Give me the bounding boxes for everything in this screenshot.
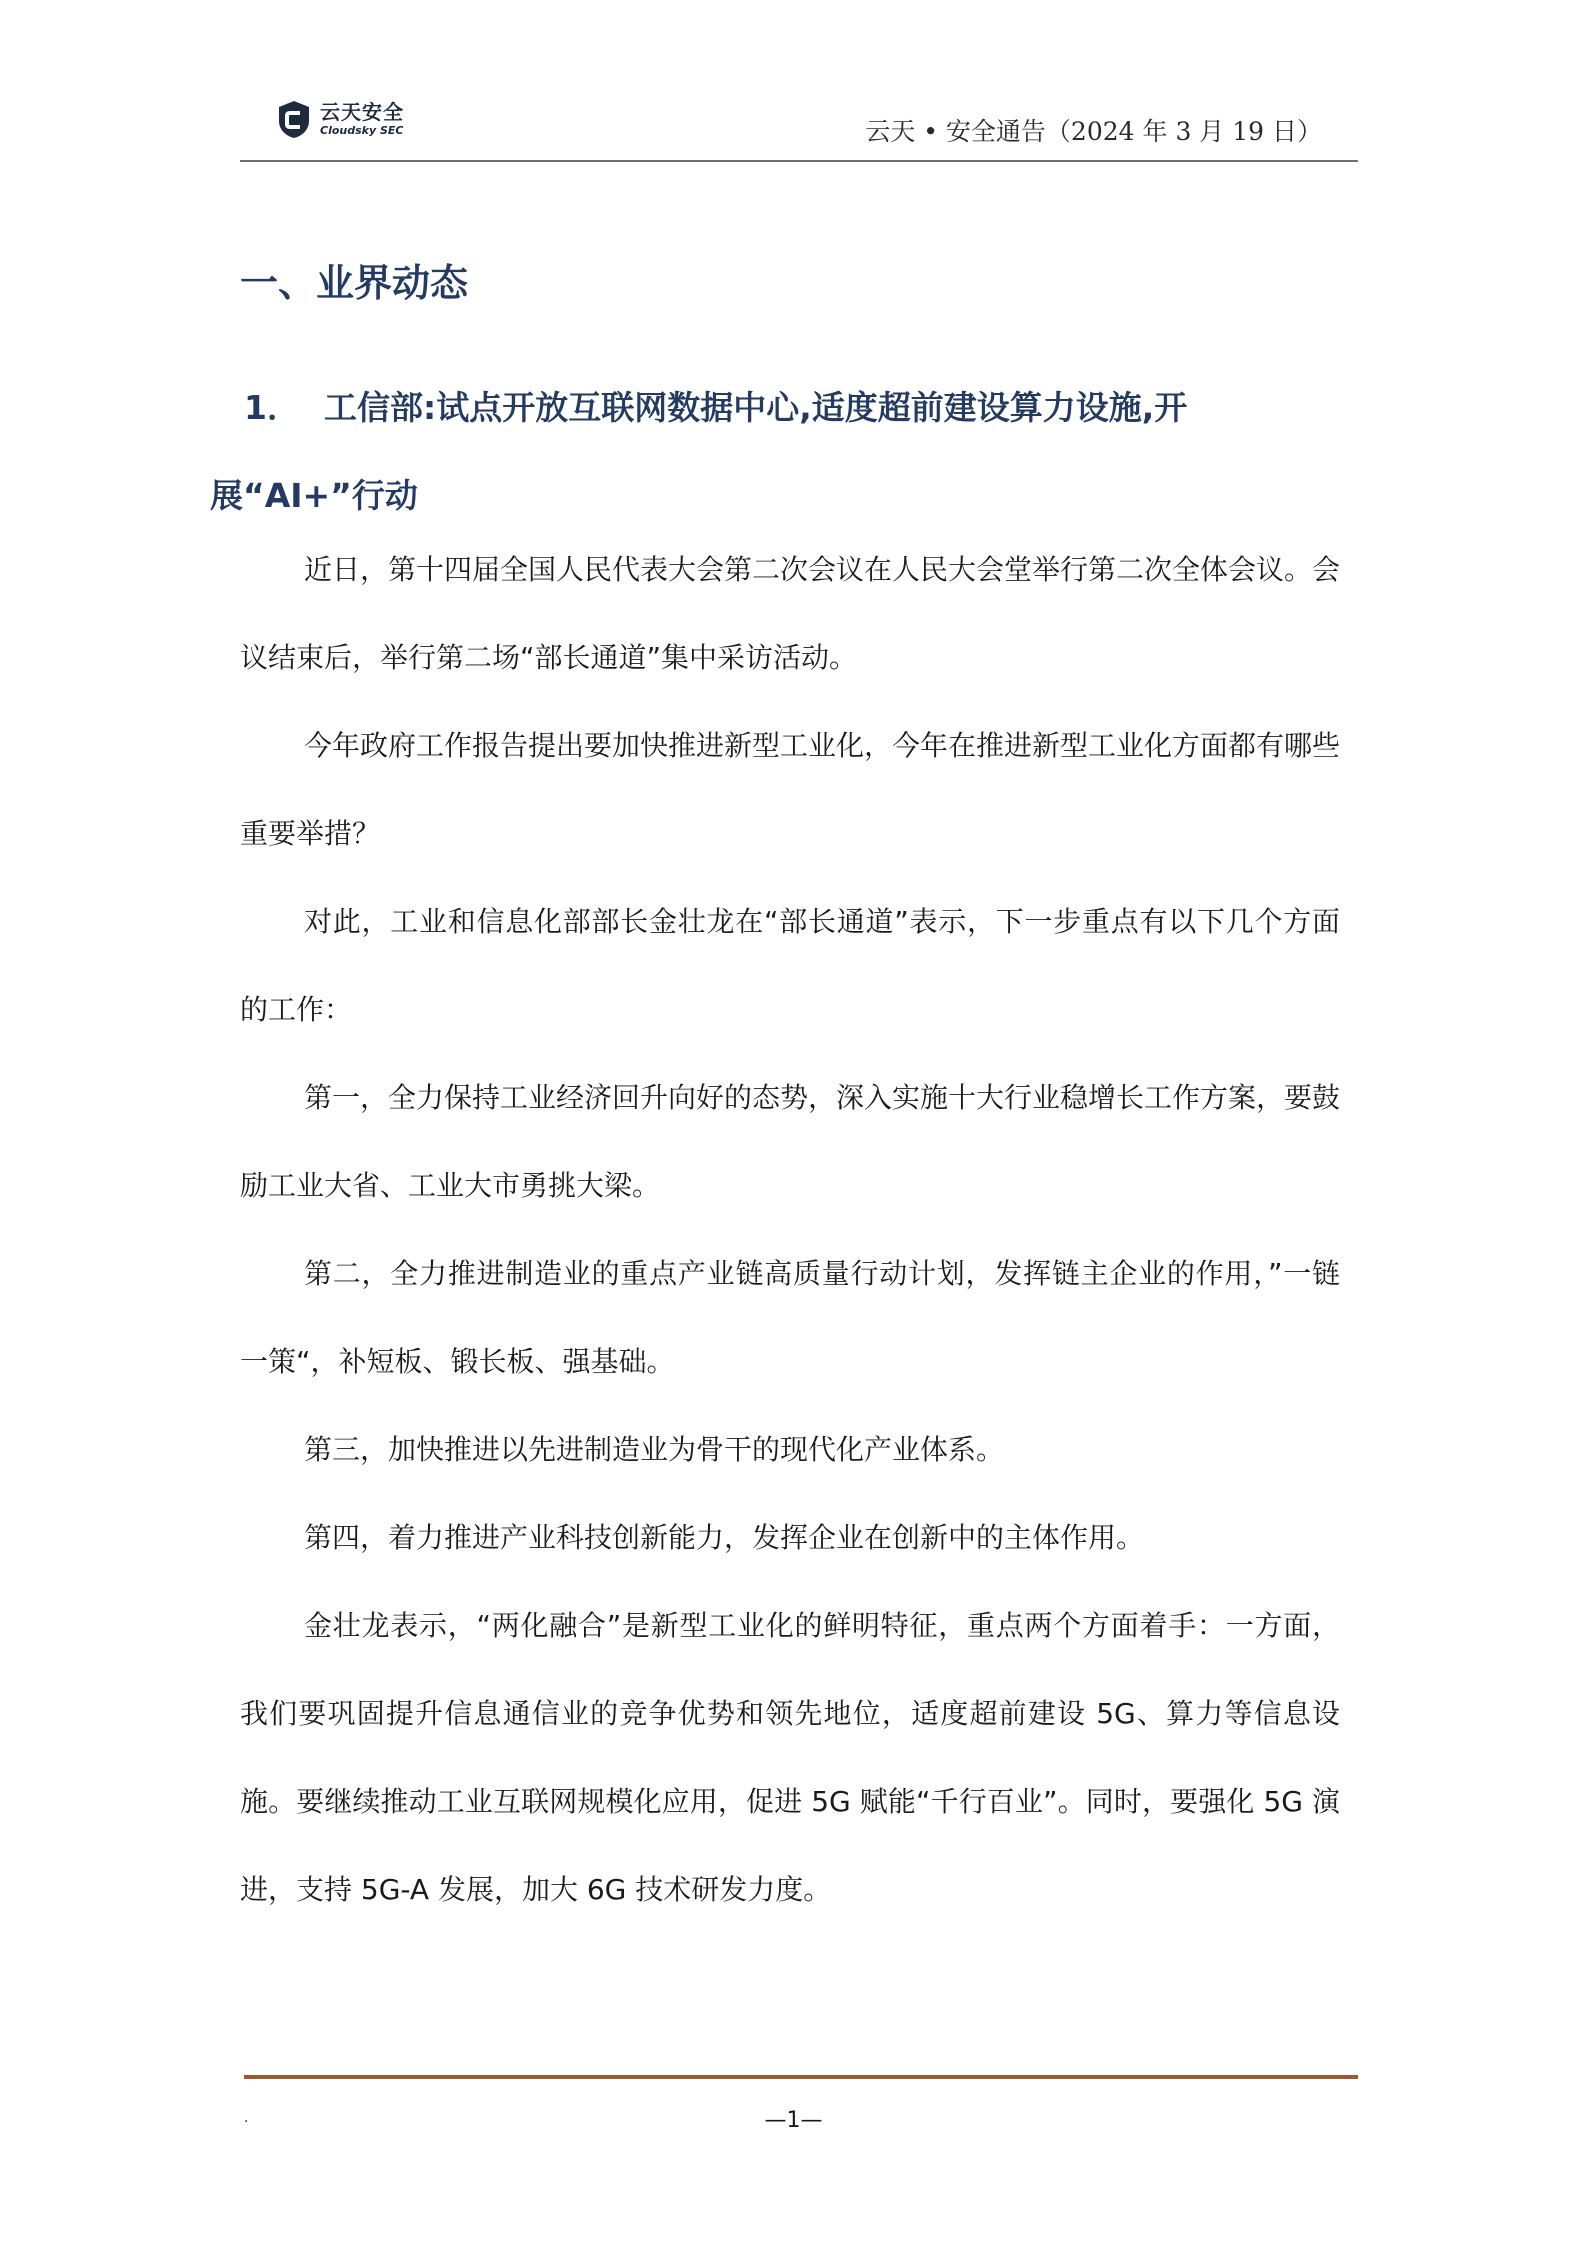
paragraph: 对此，工业和信息化部部长金壮龙在“部长通道”表示，下一步重点有以下几个方面的工作：	[240, 905, 1340, 1026]
header-divider	[240, 160, 1358, 162]
section-title: 一、业界动态	[240, 261, 469, 305]
paragraph: 今年政府工作报告提出要加快推进新型工业化，今年在推进新型工业化方面都有哪些重要举措？	[240, 729, 1341, 850]
paragraph: 金壮龙表示，“两化融合”是新型工业化的鲜明特征，重点两个方面着手：一方面，我们要巩固提升信息通信业的竞争优势和领先地位，适度超前建设 5G、算力等信息设施。要继续推动工业互联网规模化应用，促进 5G 赋能“千行百业”。同时，要强化 5G 演进，支持 5G-A 发展，加大 6G 技术研发力度。	[240, 1609, 1340, 1906]
article-number: 1．	[244, 388, 300, 427]
page-header	[240, 96, 1358, 162]
paragraph: 第二，全力推进制造业的重点产业链高质量行动计划，发挥链主企业的作用，”一链一策“，补短板、锻长板、强基础。	[240, 1257, 1340, 1378]
logo-subtext: Cloudsky SEC	[320, 124, 404, 137]
company-logo	[276, 96, 416, 146]
cloudsky-logo-icon	[276, 99, 312, 139]
paragraph: 第一，全力保持工业经济回升向好的态势，深入实施十大行业稳增长工作方案，要鼓励工业大省、工业大市勇挑大梁。	[240, 1081, 1341, 1202]
footer-divider	[244, 2075, 1358, 2079]
page-number: —1—	[764, 2108, 823, 2133]
footer-mark: .	[244, 2110, 249, 2126]
article-title	[210, 364, 1350, 540]
article-title-text: 工信部:试点开放互联网数据中心,适度超前建设算力设施,开展“AI+”行动	[210, 388, 1188, 515]
paragraph: 第三，加快推进以先进制造业为骨干的现代化产业体系。	[304, 1433, 1005, 1466]
paragraph: 近日，第十四届全国人民代表大会第二次会议在人民大会堂举行第二次全体会议。会议结束后，举行第二场“部长通道”集中采访活动。	[240, 553, 1341, 674]
article-body	[240, 526, 1340, 1934]
logo-text: 云天安全	[320, 100, 404, 124]
bulletin-title: 云天 • 安全通告（2024 年 3 月 19 日）	[865, 117, 1322, 146]
paragraph: 第四，着力推进产业科技创新能力，发挥企业在创新中的主体作用。	[304, 1521, 1145, 1554]
